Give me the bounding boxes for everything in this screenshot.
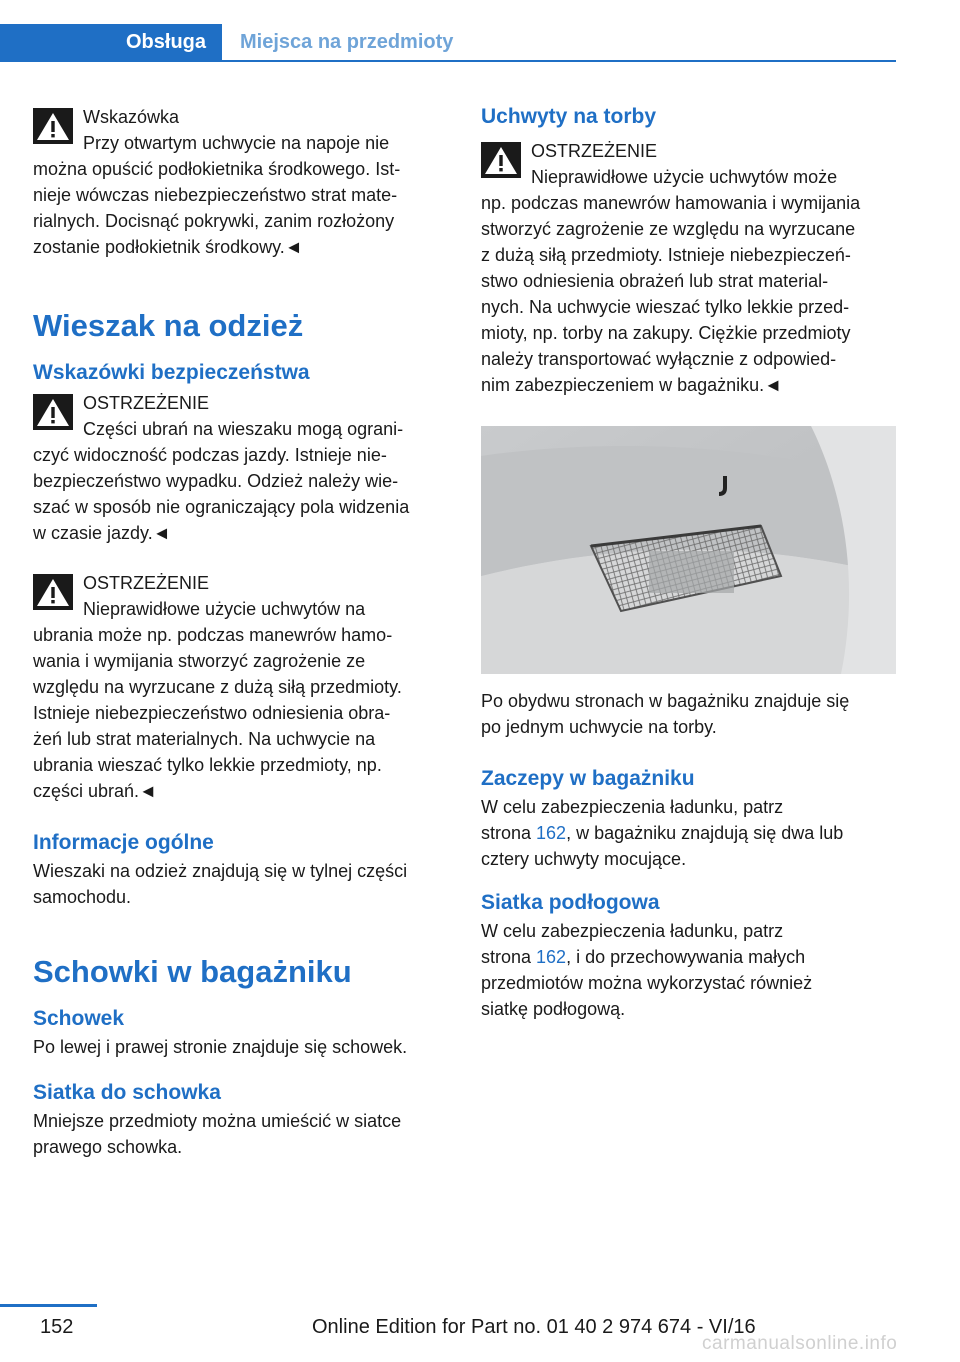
warning-text: Części ubrań na wieszaku mogą ograni- czyć widoczność podczas jazdy. Istnieje nie- bezpieczeństwo wypadku. Odzież należy wie- szać w sposób nie ograniczający pola widzenia w czasie jazdy.◄ [33, 419, 410, 543]
left-column [33, 100, 445, 1160]
note-wskazowka [33, 104, 445, 260]
heading-zaczepy-w-bagazniku: Zaczepy w bagażniku [481, 767, 695, 790]
warning-triangle-icon [481, 142, 521, 178]
heading-schowki-w-bagazniku: Schowki w bagażniku [33, 954, 352, 989]
warning-title: OSTRZEŻENIE [83, 573, 210, 593]
page-link-162[interactable]: 162 [536, 947, 567, 967]
heading-schowek: Schowek [33, 1007, 125, 1030]
warning-uchwyty-torby [481, 138, 896, 398]
warning-title: OSTRZEŻENIE [531, 141, 658, 161]
tab-miejsca-na-przedmioty[interactable]: Miejsca na przedmioty [240, 30, 454, 53]
warning-text: Nieprawidłowe użycie uchwytów na ubrania może np. podczas manewrów hamo- wania i wymijania stworzyć zagrożenie ze względu na wyrzucane z dużą siłą przedmioty. Istnieje niebezpieczeństwo odniesienia obra- żeń lub strat materialnych. Na uchwycie na ubrania wieszać tylko lekkie przedmioty, np. części ubrań.◄ [33, 599, 402, 801]
siatka-schowka-text: Mniejsze przedmioty można umieścić w siatce prawego schowka. [33, 1111, 402, 1157]
schowek-text: Po lewej i prawej stronie znajduje się schowek. [33, 1037, 408, 1057]
watermark: carmanualsonline.info [702, 1333, 898, 1354]
trunk-bag-hook-photo [481, 426, 896, 674]
heading-informacje-ogolne: Informacje ogólne [33, 831, 214, 854]
zaczepy-text: W celu zabezpieczenia ładunku, patrz strona 162, w bagażniku znajdują się dwa lub cztery uchwyty mocujące. [481, 797, 844, 869]
page-number: 152 [40, 1316, 74, 1338]
warning-triangle-icon [33, 394, 73, 430]
photo-caption: Po obydwu stronach w bagażniku znajduje się po jednym uchwycie na torby. [481, 691, 850, 737]
info-text: Wieszaki na odzież znajdują się w tylnej części samochodu. [33, 861, 408, 907]
right-column [481, 100, 896, 1022]
heading-siatka-podlogowa: Siatka podłogowa [481, 891, 660, 914]
heading-siatka-do-schowka: Siatka do schowka [33, 1081, 221, 1104]
note-text: Przy otwartym uchwycie na napoje nie można opuścić podłokietnika środkowego. Ist- nieje wówczas niebezpieczeństwo strat mate- rialnych. Docisnąć pokrywki, zanim rozłożony zostanie podłokietnik środkowy.◄ [33, 133, 401, 257]
warning-triangle-icon [33, 108, 73, 144]
warning-text: Nieprawidłowe użycie uchwytów może np. podczas manewrów hamowania i wymijania stworzyć zagrożenie ze względu na wyrzucane z dużą siłą przedmioty. Istnieje niebezpieczeń- stwo odniesienia obrażeń lub strat material- nych. Na uchwycie wieszać tylko lekkie przed- mioty, np. torby na zakupy. Ciężkie przedmioty należy transportować wyłącznie z odpowied- nim zabezpieczeniem w bagażniku.◄ [481, 167, 861, 395]
warning-triangle-icon [33, 574, 73, 610]
heading-wskazowki-bezpieczenstwa: Wskazówki bezpieczeństwa [33, 361, 310, 384]
chapter-tabbar [0, 24, 896, 62]
warning-uchwyty-ubrania [33, 570, 445, 804]
note-title: Wskazówka [83, 107, 180, 127]
tab-obsluga[interactable]: Obsługa [0, 24, 222, 60]
warning-wieszak [33, 390, 445, 546]
edition-text: Online Edition for Part no. 01 40 2 974 674 - VI/16 [312, 1316, 756, 1338]
page-link-162[interactable]: 162 [536, 823, 567, 843]
footer-rule [0, 1304, 97, 1307]
header-rule [0, 60, 896, 62]
warning-title: OSTRZEŻENIE [83, 393, 210, 413]
heading-uchwyty-na-torby: Uchwyty na torby [481, 105, 657, 128]
heading-wieszak: Wieszak na odzież [33, 308, 304, 343]
siatka-podlogowa-text: W celu zabezpieczenia ładunku, patrz strona 162, i do przechowywania małych przedmiotów można wykorzystać również siatkę podłogową. [481, 921, 813, 1019]
